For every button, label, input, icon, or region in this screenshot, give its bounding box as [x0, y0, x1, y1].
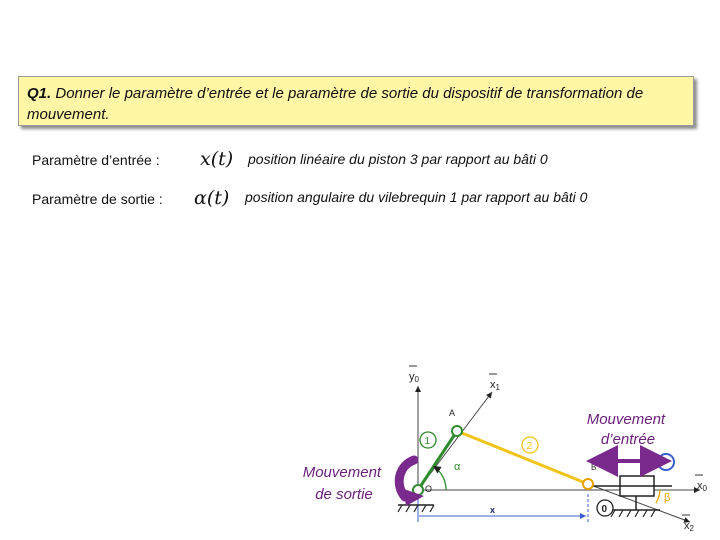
output-parameter-label: Paramètre de sortie : — [32, 191, 163, 207]
x1-label: x1 — [490, 379, 500, 392]
question-number: Q1. — [27, 85, 52, 102]
point-b-label: B — [591, 463, 597, 472]
connecting-rod-2 — [457, 431, 588, 484]
point-a-label: A — [449, 408, 456, 418]
part-1-label: 1 — [424, 436, 431, 447]
x0-label: x0 — [697, 480, 707, 493]
joint-a — [452, 426, 462, 436]
joint-b — [583, 479, 593, 489]
input-parameter-value: position linéaire du piston 3 par rapport au bâti 0 — [248, 151, 548, 167]
input-motion-label: Mouvement d’entrée — [586, 411, 666, 448]
alpha-arc — [433, 466, 446, 490]
input-parameter-symbol: x(t) — [200, 148, 234, 170]
y0-label: y0 — [409, 371, 419, 384]
x2-label: x2 — [684, 520, 694, 533]
input-parameter-label: Paramètre d’entrée : — [32, 152, 160, 168]
ground-slider-hatching — [611, 510, 655, 517]
ground-o-hatching — [398, 505, 434, 512]
part-0-label: 0 — [601, 504, 608, 515]
beta-label: β — [664, 492, 671, 504]
output-parameter-value: position angulaire du vilebrequin 1 par rapport au bâti 0 — [245, 189, 588, 205]
output-motion-label: Mouvement de sortie — [302, 464, 382, 503]
alpha-label: α — [454, 461, 461, 473]
part-2-label: 2 — [526, 441, 533, 452]
output-parameter-symbol: α(t) — [194, 187, 230, 209]
point-o-label: O — [425, 484, 433, 494]
beta-arc — [656, 490, 660, 503]
question-text: Donner le paramètre d’entrée et le paramètre de sortie du dispositif de transformation de mouvement. — [27, 85, 644, 123]
x-dimension-label: x — [490, 505, 496, 515]
